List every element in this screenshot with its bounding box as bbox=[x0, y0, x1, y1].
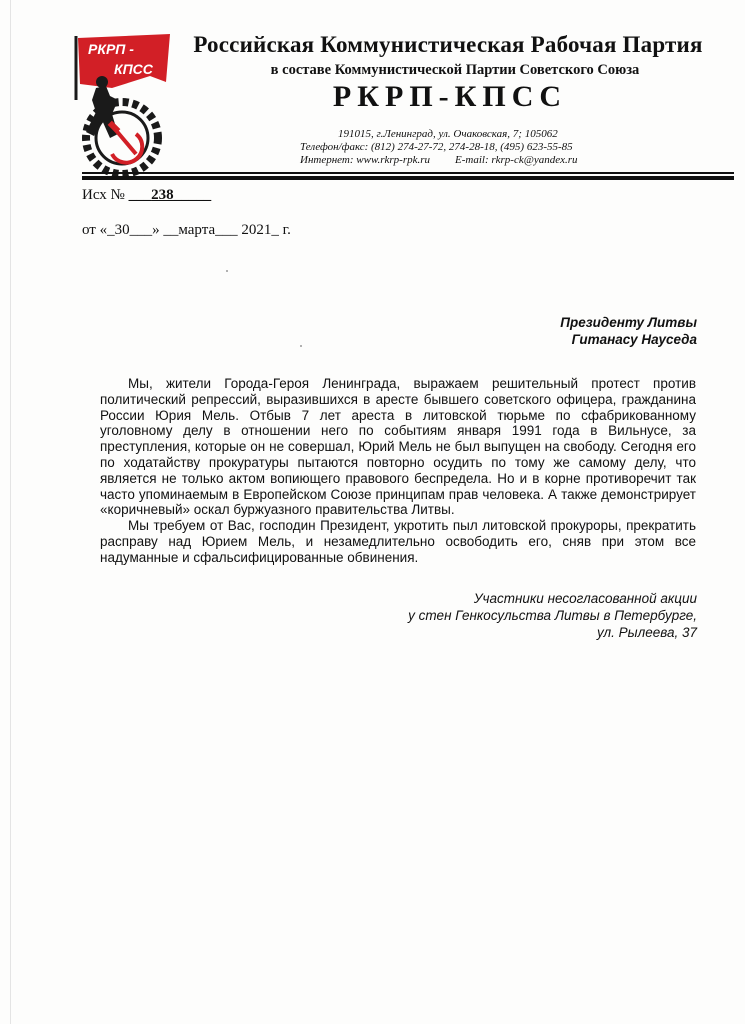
org-abbreviation: РКРП-КПСС bbox=[332, 80, 568, 113]
org-email: E-mail: rkrp-ck@yandex.ru bbox=[455, 154, 578, 166]
header-divider-thick bbox=[82, 176, 734, 180]
signature-line-1: Участники несогласованной акции bbox=[473, 591, 697, 606]
scan-page-edge bbox=[10, 0, 11, 1024]
signature-line-3: ул. Рылеева, 37 bbox=[596, 625, 697, 640]
scan-speck bbox=[226, 270, 228, 272]
org-website: Интернет: www.rkrp-rpk.ru bbox=[300, 154, 431, 166]
signature-block bbox=[408, 590, 697, 641]
outgoing-label: Исх № bbox=[82, 187, 129, 203]
letter-body bbox=[100, 376, 696, 566]
org-address: 191015, г.Ленинград, ул. Очаковская, 7; 105062 bbox=[338, 128, 558, 140]
outgoing-number-line bbox=[82, 187, 211, 204]
outgoing-number: ___238_____ bbox=[128, 187, 212, 203]
party-flag-worker-hammer-sickle-logo bbox=[52, 30, 182, 178]
logo-text-line2: КПСС bbox=[114, 61, 153, 77]
body-paragraph-1: Мы, жители Города-Героя Ленинграда, выражаем решительный протест против политический репрессий, выразившихся в аресте бывшего советского офицера, гражданина России Юрия Мель. Отбыв 7 лет ареста в литовской тюрьме по сфабрикованному уголовному делу в отношении него по событиям января 1991 года в Вильнусе, за преступления, которые он не совершал, Юрий Мель не был выпущен на свободу. Сегодня его по ходатайству прокуратуры пытаются повторно осудить по тому же самому делу, что является не только актом вопиющего правового беспредела. Но и в корне противоречит так часто упоминаемым в Европейском Союзе принципам прав человека. А также демонстрирует «коричневый» оскал буржуазного правительства Литвы. bbox=[100, 376, 696, 518]
body-paragraph-2: Мы требуем от Вас, господин Президент, укротить пыл литовской прокуроры, прекратить расправу над Юрием Мель, и незамедлительно освободить его, сняв при этом все надуманные и сфальсифицированные обвинения. bbox=[100, 518, 696, 565]
hammer-sickle-icon bbox=[108, 121, 143, 163]
addressee bbox=[560, 314, 697, 348]
org-subtitle: в составе Коммунистической Партии Советского Союза bbox=[270, 62, 640, 78]
party-logo bbox=[52, 30, 182, 178]
header-divider-thin bbox=[82, 172, 734, 174]
org-name: Российская Коммунистическая Рабочая Партия bbox=[193, 32, 703, 57]
letter-date: от «_30___» __марта___ 2021_ г. bbox=[82, 222, 291, 238]
scan-speck bbox=[300, 345, 302, 347]
logo-text-line1: РКРП - bbox=[88, 41, 134, 57]
org-phone: Телефон/факс: (812) 274-27-72, 274-28-18, (495) 623-55-85 bbox=[300, 141, 573, 153]
addressee-name: Гитанасу Науседа bbox=[571, 332, 697, 347]
addressee-title: Президенту Литвы bbox=[560, 315, 697, 330]
signature-line-2: у стен Генкосульства Литвы в Петербурге, bbox=[408, 608, 697, 623]
